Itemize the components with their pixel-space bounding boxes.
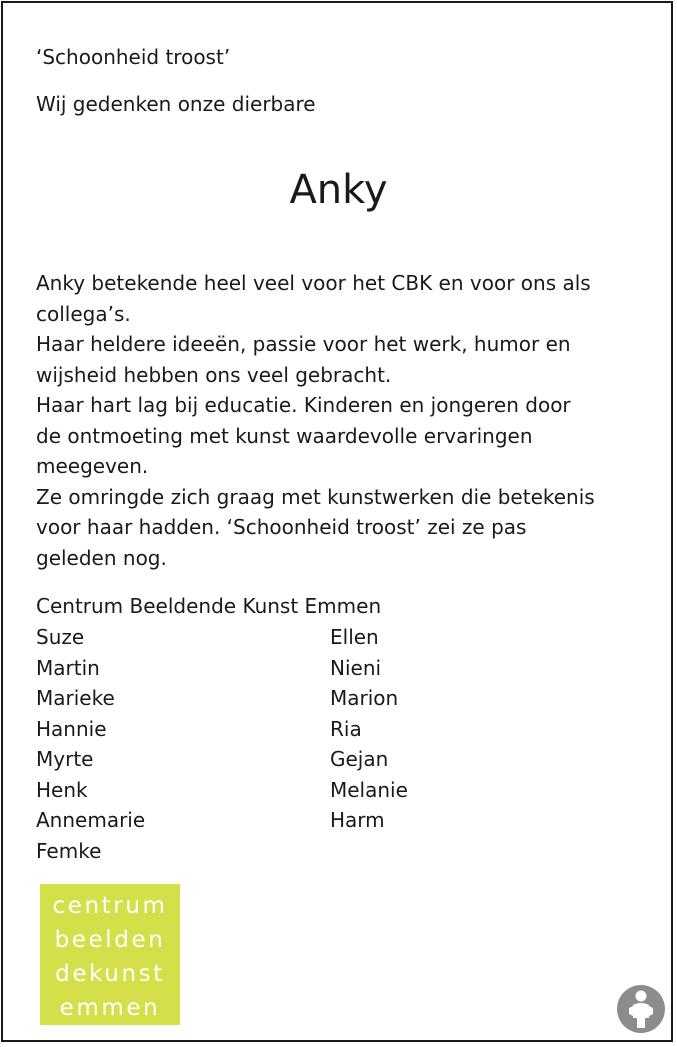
signatory-name: Melanie xyxy=(330,777,408,802)
tribute-line: wijsheid hebben ons veel gebracht. xyxy=(36,362,392,387)
intro-text: Wij gedenken onze dierbare xyxy=(36,92,316,116)
signatory-name: Hannie xyxy=(36,716,107,741)
signatory-name: Suze xyxy=(36,625,85,649)
logo-line: dekunst xyxy=(55,961,165,987)
logo-line: beelden xyxy=(54,927,166,953)
deceased-name: Anky xyxy=(289,167,388,213)
tribute-line: meegeven. xyxy=(36,454,149,478)
signatory-name: Gejan xyxy=(330,747,389,771)
signatory-name: Annemarie xyxy=(36,808,146,832)
signatory-name: Ria xyxy=(330,716,362,741)
motto-text: ‘Schoonheid troost’ xyxy=(36,45,231,69)
tribute-line: voor haar hadden. ‘Schoonheid troost’ zei ze pas xyxy=(36,515,527,539)
tribute-line: Haar heldere ideeën, passie voor het werk, humor en xyxy=(36,332,571,356)
logo-line: emmen xyxy=(59,995,161,1021)
tribute-line: de ontmoeting met kunst waardevolle ervaringen xyxy=(36,423,533,448)
signatory-name: Myrte xyxy=(36,747,94,771)
signatories-left xyxy=(36,622,145,866)
tribute-line: Anky betekende heel veel voor het CBK en voor ons als xyxy=(36,271,591,295)
signatory-name: Henk xyxy=(36,777,88,802)
signatory-name: Marieke xyxy=(36,686,115,710)
memorial-figure-svg xyxy=(616,984,666,1034)
signatories-right xyxy=(330,622,408,836)
signatory-name: Martin xyxy=(36,655,100,680)
tribute-line: Haar hart lag bij educatie. Kinderen en jongeren door xyxy=(36,393,571,417)
tribute-line: Ze omringde zich graag met kunstwerken die betekenis xyxy=(36,484,595,509)
memorial-figure-icon xyxy=(616,984,666,1034)
tribute-text xyxy=(36,268,595,573)
signatory-name: Harm xyxy=(330,808,385,832)
cbk-emmen-logo xyxy=(40,884,180,1025)
signatory-name: Ellen xyxy=(330,625,379,649)
signatory-name: Nieni xyxy=(330,655,382,680)
tribute-line: geleden nog. xyxy=(36,545,167,570)
organization-name: Centrum Beeldende Kunst Emmen xyxy=(36,594,382,618)
tribute-line: collega’s. xyxy=(36,301,131,326)
signatory-name: Marion xyxy=(330,686,399,710)
signatory-name: Femke xyxy=(36,838,102,863)
logo-line: centrum xyxy=(52,893,168,919)
